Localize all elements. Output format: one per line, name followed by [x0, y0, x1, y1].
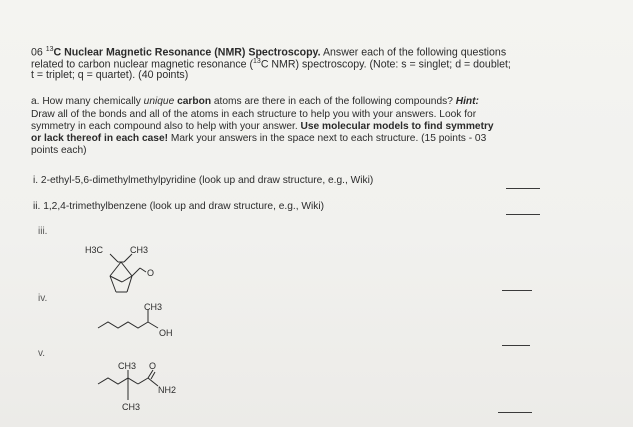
part-a-unique: unique	[143, 96, 175, 107]
isotope-superscript: 13	[45, 46, 54, 53]
part-a-hint: Hint:	[455, 96, 479, 107]
part-a-line5: points each)	[31, 145, 87, 156]
part-a-line3	[31, 121, 494, 133]
ch3-label-iv: CH3	[144, 302, 163, 312]
part-a-carbon: carbon	[174, 96, 212, 107]
question-line2-text: related to carbon nuclear magnetic resonance (	[31, 58, 254, 71]
item-i: i. 2-ethyl-5,6-dimethylmethylpyridine (look up and draw structure, e.g., Wiki)	[33, 175, 374, 186]
question-line2-rest: C NMR) spectroscopy. (Note: s = singlet; d = doublet;	[260, 58, 511, 71]
answer-blank-i[interactable]	[506, 188, 540, 189]
question-title: C Nuclear Magnetic Resonance (NMR) Spectroscopy.	[53, 46, 321, 59]
ch3-label-v-bottom: CH3	[122, 402, 141, 412]
part-a-text-2: atoms are there in each of the following compounds?	[211, 96, 456, 107]
part-a-line4	[31, 133, 486, 145]
part-a-line1	[31, 96, 479, 108]
question-intro: Answer each of the following questions	[320, 46, 507, 59]
answer-blank-iii[interactable]	[502, 290, 532, 291]
part-a-models-instruction: Use molecular models to find symmetry	[300, 121, 494, 132]
structure-iv-alcohol	[96, 302, 196, 342]
part-a-text: a. How many chemically	[31, 96, 144, 107]
nh2-label: NH2	[158, 385, 177, 395]
ch3-label-v-top: CH3	[118, 361, 137, 371]
oh-label: OH	[159, 328, 173, 338]
ch3-label: CH3	[130, 245, 149, 255]
item-ii: ii. 1,2,4-trimethylbenzene (look up and draw structure, e.g., Wiki)	[33, 201, 325, 212]
oxygen-label: O	[147, 268, 155, 278]
structure-iii-bicyclic-ketone	[80, 240, 170, 300]
answer-blank-v[interactable]	[498, 412, 532, 413]
part-a-line4-text: Mark your answers in the space next to each structure. (15 points - 03	[168, 133, 487, 144]
part-a-line2: Draw all of the bonds and all of the atoms in each structure to help you with your answers. Look for	[31, 109, 477, 120]
item-iv-label: iv.	[38, 293, 48, 304]
answer-blank-ii[interactable]	[506, 214, 540, 215]
question-number: 06	[31, 46, 43, 59]
isotope-superscript-2: 13	[253, 58, 261, 65]
answer-blank-iv[interactable]	[502, 345, 530, 346]
item-iii-label: iii.	[38, 226, 48, 237]
structure-v-amide	[96, 358, 196, 418]
item-v-label: v.	[38, 348, 46, 359]
oxygen-label-v: O	[149, 361, 157, 371]
part-a-symmetry-instruction: or lack thereof in each case!	[31, 133, 169, 144]
h3c-label: H3C	[85, 245, 104, 255]
question-header-line3: t = triplet; q = quartet). (40 points)	[31, 69, 189, 81]
part-a-line3-text: symmetry in each compound also to help with your answer.	[31, 121, 301, 132]
